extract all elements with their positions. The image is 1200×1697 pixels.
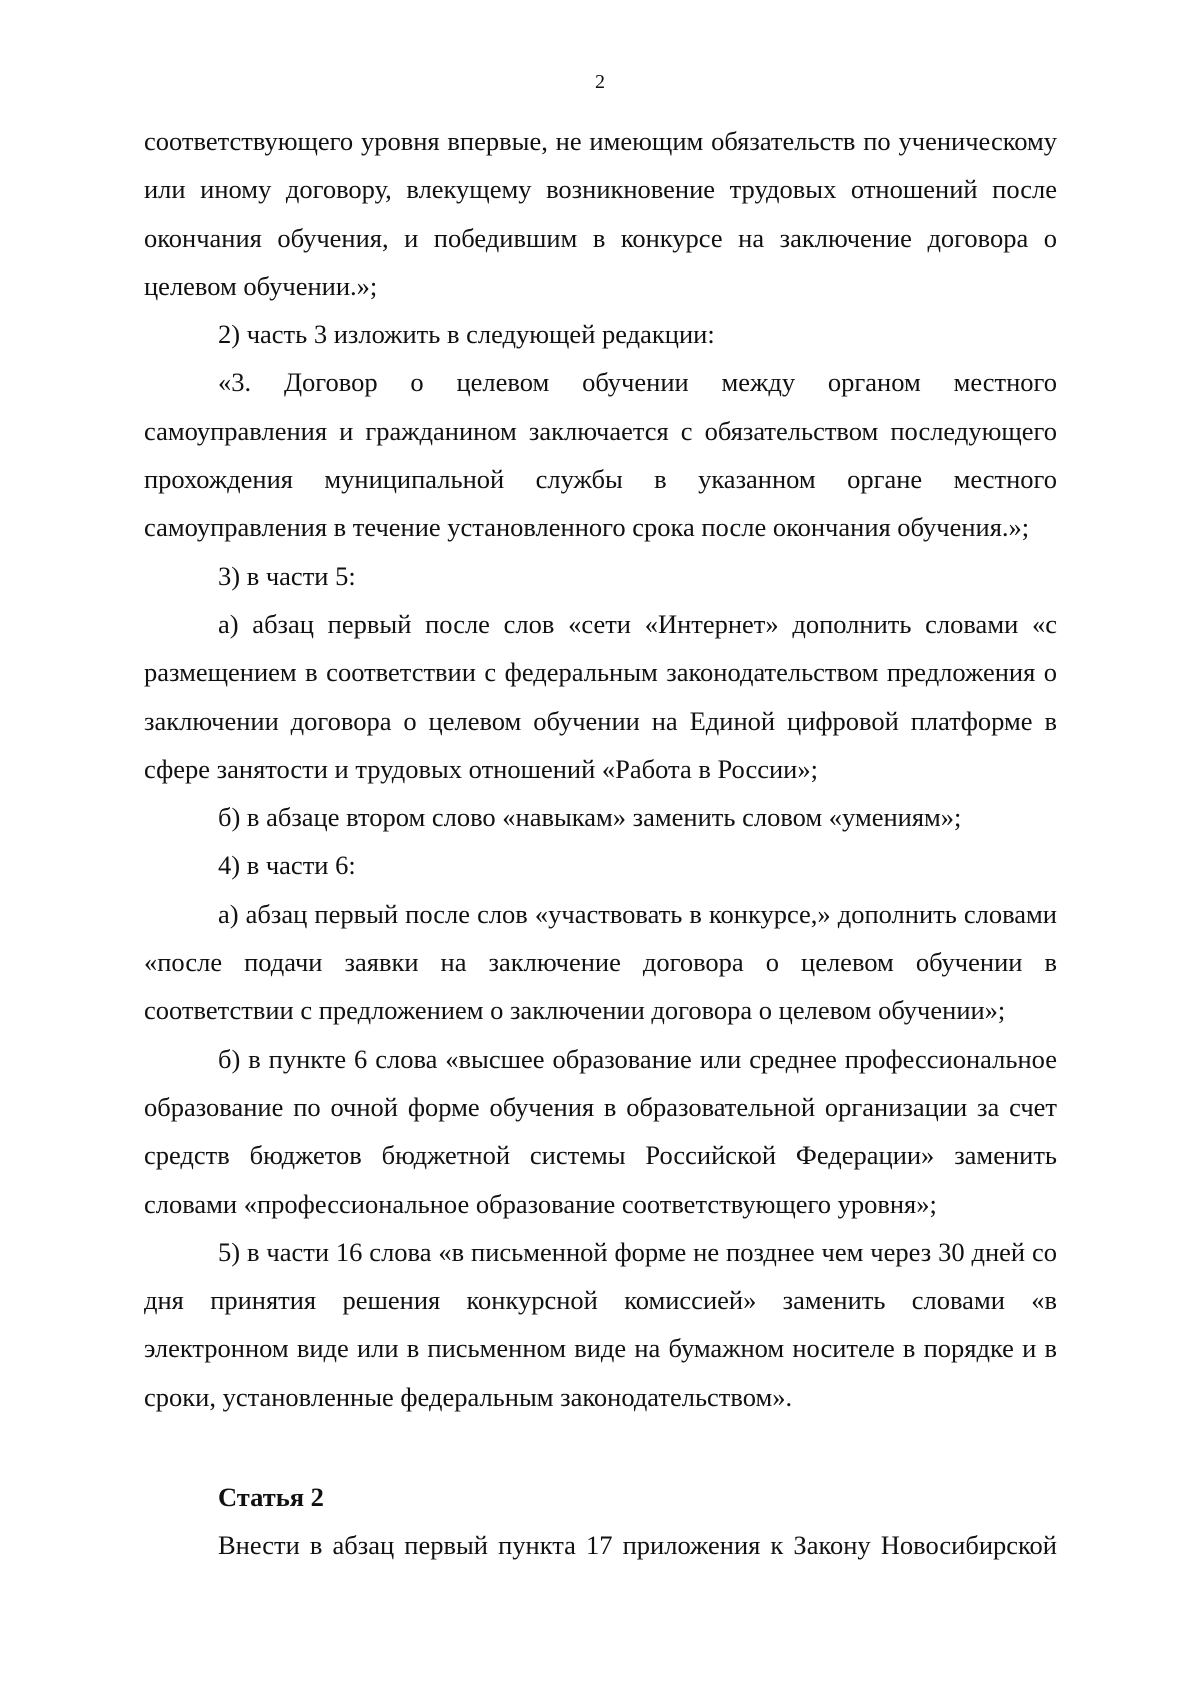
paragraph-item-2: 2) часть 3 изложить в следующей редакции: — [218, 319, 715, 350]
document-body — [144, 117, 1057, 1570]
paragraph-item-3a: а) абзац первый после слов «сети «Интернет» дополнить словами «с размещением в соответствии с федеральным законодательством предложения о заключении договора о целевом обучении на Единой цифровой платформе в сфере занятости и трудовых отношений «Работа в России»; — [144, 608, 1057, 784]
paragraph-continuation: соответствующего уровня впервые, не имеющим обязательств по ученическому или иному договору, влекущему возникновение трудовых отношений после окончания обучения, и победившим в конкурсе на заключение договора о целевом обучении.»; — [144, 126, 1057, 301]
paragraph-item-4: 4) в части 6: — [218, 850, 356, 881]
article-text: Внести в абзац первый пункта 17 приложения к Закону Новосибирской — [218, 1530, 1057, 1561]
paragraph-item-4b: б) в пункте 6 слова «высшее образование или среднее профессиональное образование по очной форме обучения в образовательной организации за счет средств бюджетов бюджетной системы Российской Федерации» заменить словами «профессиональное образование соответствующего уровня»; — [144, 1043, 1057, 1219]
page-number: 2 — [595, 71, 605, 93]
paragraph-item-3b: б) в абзаце втором слово «навыкам» заменить словом «умениям»; — [218, 802, 962, 833]
paragraph-item-4a: а) абзац первый после слов «участвовать в конкурсе,» дополнить словами «после подачи заявки на заключение договора о целевом обучении в соответствии с предложением о заключении договора о целевом обучении»; — [144, 898, 1057, 1026]
paragraph-item-3: 3) в части 5: — [218, 560, 356, 591]
paragraph-quote-part-3: «3. Договор о целевом обучении между органом местного самоуправления и гражданином заключается с обязательством последующего прохождения муниципальной службы в указанном органе местного самоуправления в течение установленного срока после окончания обучения.»; — [144, 367, 1057, 543]
article-heading: Статья 2 — [218, 1482, 324, 1513]
paragraph-item-5: 5) в части 16 слова «в письменной форме не позднее чем через 30 дней со дня принятия решения конкурсной комиссией» заменить словами «в электронном виде или в письменном виде на бумажном носителе в порядке и в сроки, установленные федеральным законодательством». — [144, 1236, 1057, 1412]
